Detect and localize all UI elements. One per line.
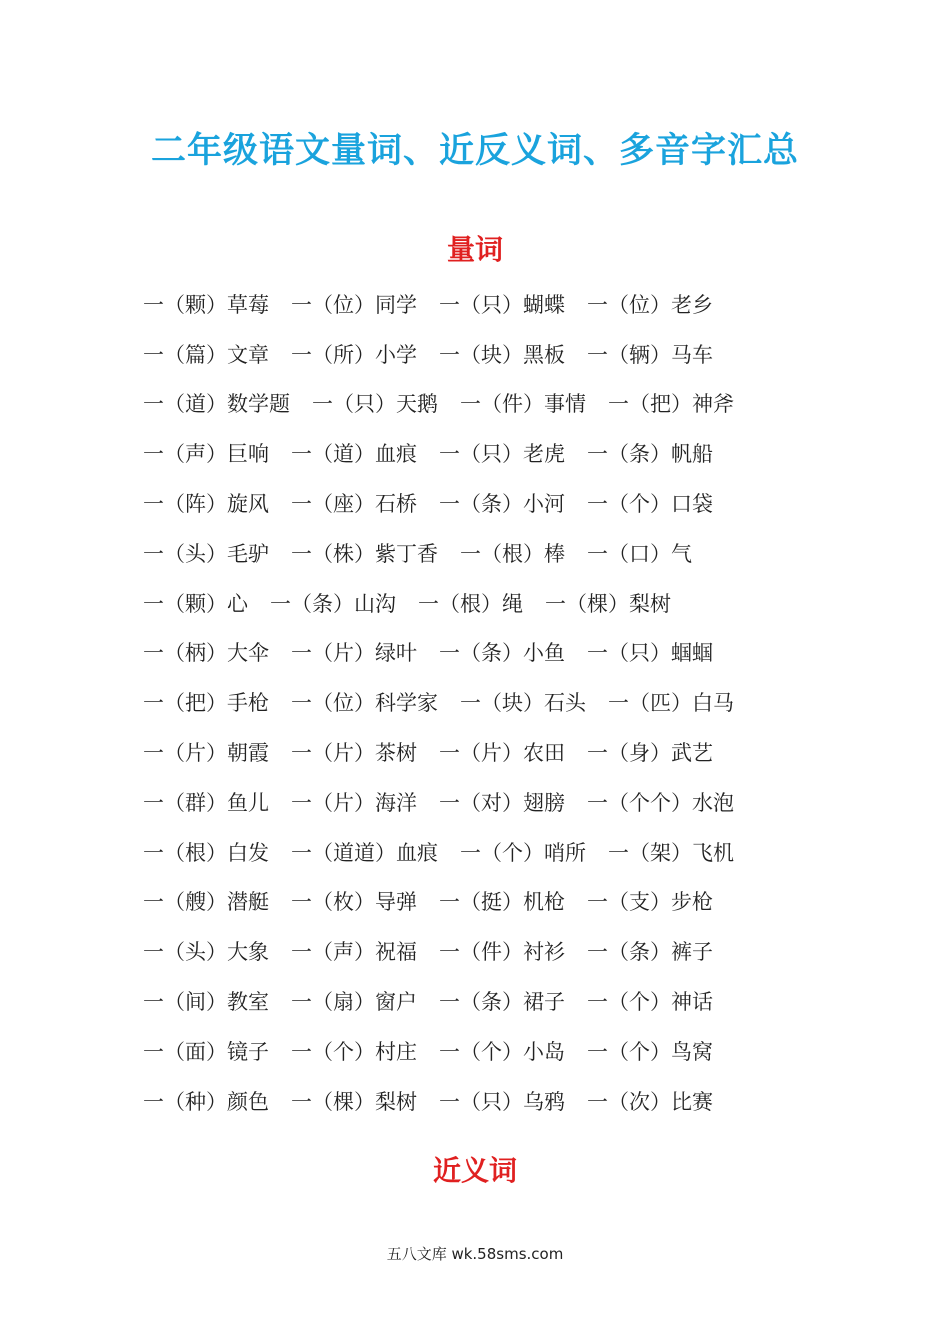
measure-word-item: 一（口）气 [587,541,692,566]
measure-word-item: 一（道）血痕 [291,442,417,467]
footer-watermark: 五八文库 wk.58sms.com [386,1245,564,1263]
measure-word-item: 一（片）农田 [439,741,565,766]
measure-word-item: 一（个个）水泡 [587,790,734,815]
measure-word-item: 一（位）老乡 [587,292,713,317]
measure-word-row [143,977,863,1027]
section-heading-synonyms: 近义词 [432,1154,517,1187]
measure-word-item: 一（声）巨响 [143,442,269,467]
measure-word-item: 一（条）山沟 [270,591,396,616]
measure-word-item: 一（架）飞机 [608,840,734,865]
measure-word-item: 一（只）老虎 [439,442,565,467]
measure-word-item: 一（位）同学 [291,292,417,317]
measure-word-item: 一（座）石桥 [291,492,417,517]
measure-word-item: 一（个）口袋 [587,492,713,517]
measure-word-row [143,579,863,629]
measure-word-item: 一（阵）旋风 [143,492,269,517]
measure-word-item: 一（所）小学 [291,342,417,367]
measure-word-row [143,1027,863,1077]
measure-word-item: 一（个）神话 [587,990,713,1015]
measure-word-item: 一（条）小鱼 [439,641,565,666]
measure-word-row [143,678,863,728]
measure-word-item: 一（次）比赛 [587,1089,713,1114]
measure-word-row [143,330,863,380]
measure-word-item: 一（身）武艺 [587,741,713,766]
page-title: 二年级语文量词、近反义词、多音字汇总 [150,130,799,171]
measure-word-row [143,778,863,828]
measure-word-item: 一（只）蝈蝈 [587,641,713,666]
measure-word-item: 一（棵）梨树 [545,591,671,616]
measure-word-item: 一（条）裙子 [439,990,565,1015]
measure-word-item: 一（群）鱼儿 [143,790,269,815]
measure-word-item: 一（个）鸟窝 [587,1039,713,1064]
measure-word-row [143,380,863,430]
measure-word-item: 一（根）白发 [143,840,269,865]
measure-word-row [143,828,863,878]
measure-word-item: 一（块）黑板 [439,342,565,367]
measure-word-item: 一（艘）潜艇 [143,890,269,915]
measure-word-item: 一（只）乌鸦 [439,1089,565,1114]
section-heading-measure-words: 量词 [446,233,503,266]
measure-word-item: 一（篇）文章 [143,342,269,367]
measure-word-item: 一（颗）心 [143,591,248,616]
measure-word-item: 一（间）教室 [143,990,269,1015]
measure-word-item: 一（条）小河 [439,492,565,517]
measure-word-item: 一（头）毛驴 [143,541,269,566]
measure-word-item: 一（棵）梨树 [291,1089,417,1114]
measure-word-item: 一（头）大象 [143,940,269,965]
measure-word-item: 一（株）紫丁香 [291,541,438,566]
measure-word-item: 一（支）步枪 [587,890,713,915]
measure-word-row [143,1077,863,1127]
measure-word-row [143,728,863,778]
measure-word-item: 一（挺）机枪 [439,890,565,915]
measure-word-list [143,280,863,1127]
measure-word-item: 一（道）数学题 [143,392,290,417]
measure-word-item: 一（只）蝴蝶 [439,292,565,317]
measure-word-item: 一（辆）马车 [587,342,713,367]
measure-word-item: 一（根）棒 [460,541,565,566]
measure-word-item: 一（只）天鹅 [312,392,438,417]
measure-word-item: 一（把）神斧 [608,392,734,417]
measure-word-item: 一（匹）白马 [608,691,734,716]
measure-word-item: 一（条）帆船 [587,442,713,467]
measure-word-item: 一（条）裤子 [587,940,713,965]
measure-word-row [143,429,863,479]
measure-word-item: 一（件）衬衫 [439,940,565,965]
measure-word-item: 一（根）绳 [418,591,523,616]
measure-word-item: 一（枚）导弹 [291,890,417,915]
measure-word-row [143,529,863,579]
measure-word-item: 一（个）村庄 [291,1039,417,1064]
measure-word-item: 一（颗）草莓 [143,292,269,317]
measure-word-item: 一（对）翅膀 [439,790,565,815]
measure-word-row [143,479,863,529]
measure-word-item: 一（扇）窗户 [291,990,417,1015]
measure-word-item: 一（个）小岛 [439,1039,565,1064]
measure-word-item: 一（道道）血痕 [291,840,438,865]
measure-word-row [143,280,863,330]
measure-word-row [143,629,863,679]
measure-word-row [143,927,863,977]
measure-word-item: 一（面）镜子 [143,1039,269,1064]
measure-word-item: 一（位）科学家 [291,691,438,716]
measure-word-item: 一（柄）大伞 [143,641,269,666]
measure-word-item: 一（片）绿叶 [291,641,417,666]
measure-word-item: 一（片）海洋 [291,790,417,815]
measure-word-item: 一（声）祝福 [291,940,417,965]
measure-word-item: 一（种）颜色 [143,1089,269,1114]
measure-word-item: 一（片）茶树 [291,741,417,766]
measure-word-item: 一（块）石头 [460,691,586,716]
measure-word-row [143,878,863,928]
measure-word-item: 一（件）事情 [460,392,586,417]
measure-word-item: 一（个）哨所 [460,840,586,865]
measure-word-item: 一（把）手枪 [143,691,269,716]
measure-word-item: 一（片）朝霞 [143,741,269,766]
